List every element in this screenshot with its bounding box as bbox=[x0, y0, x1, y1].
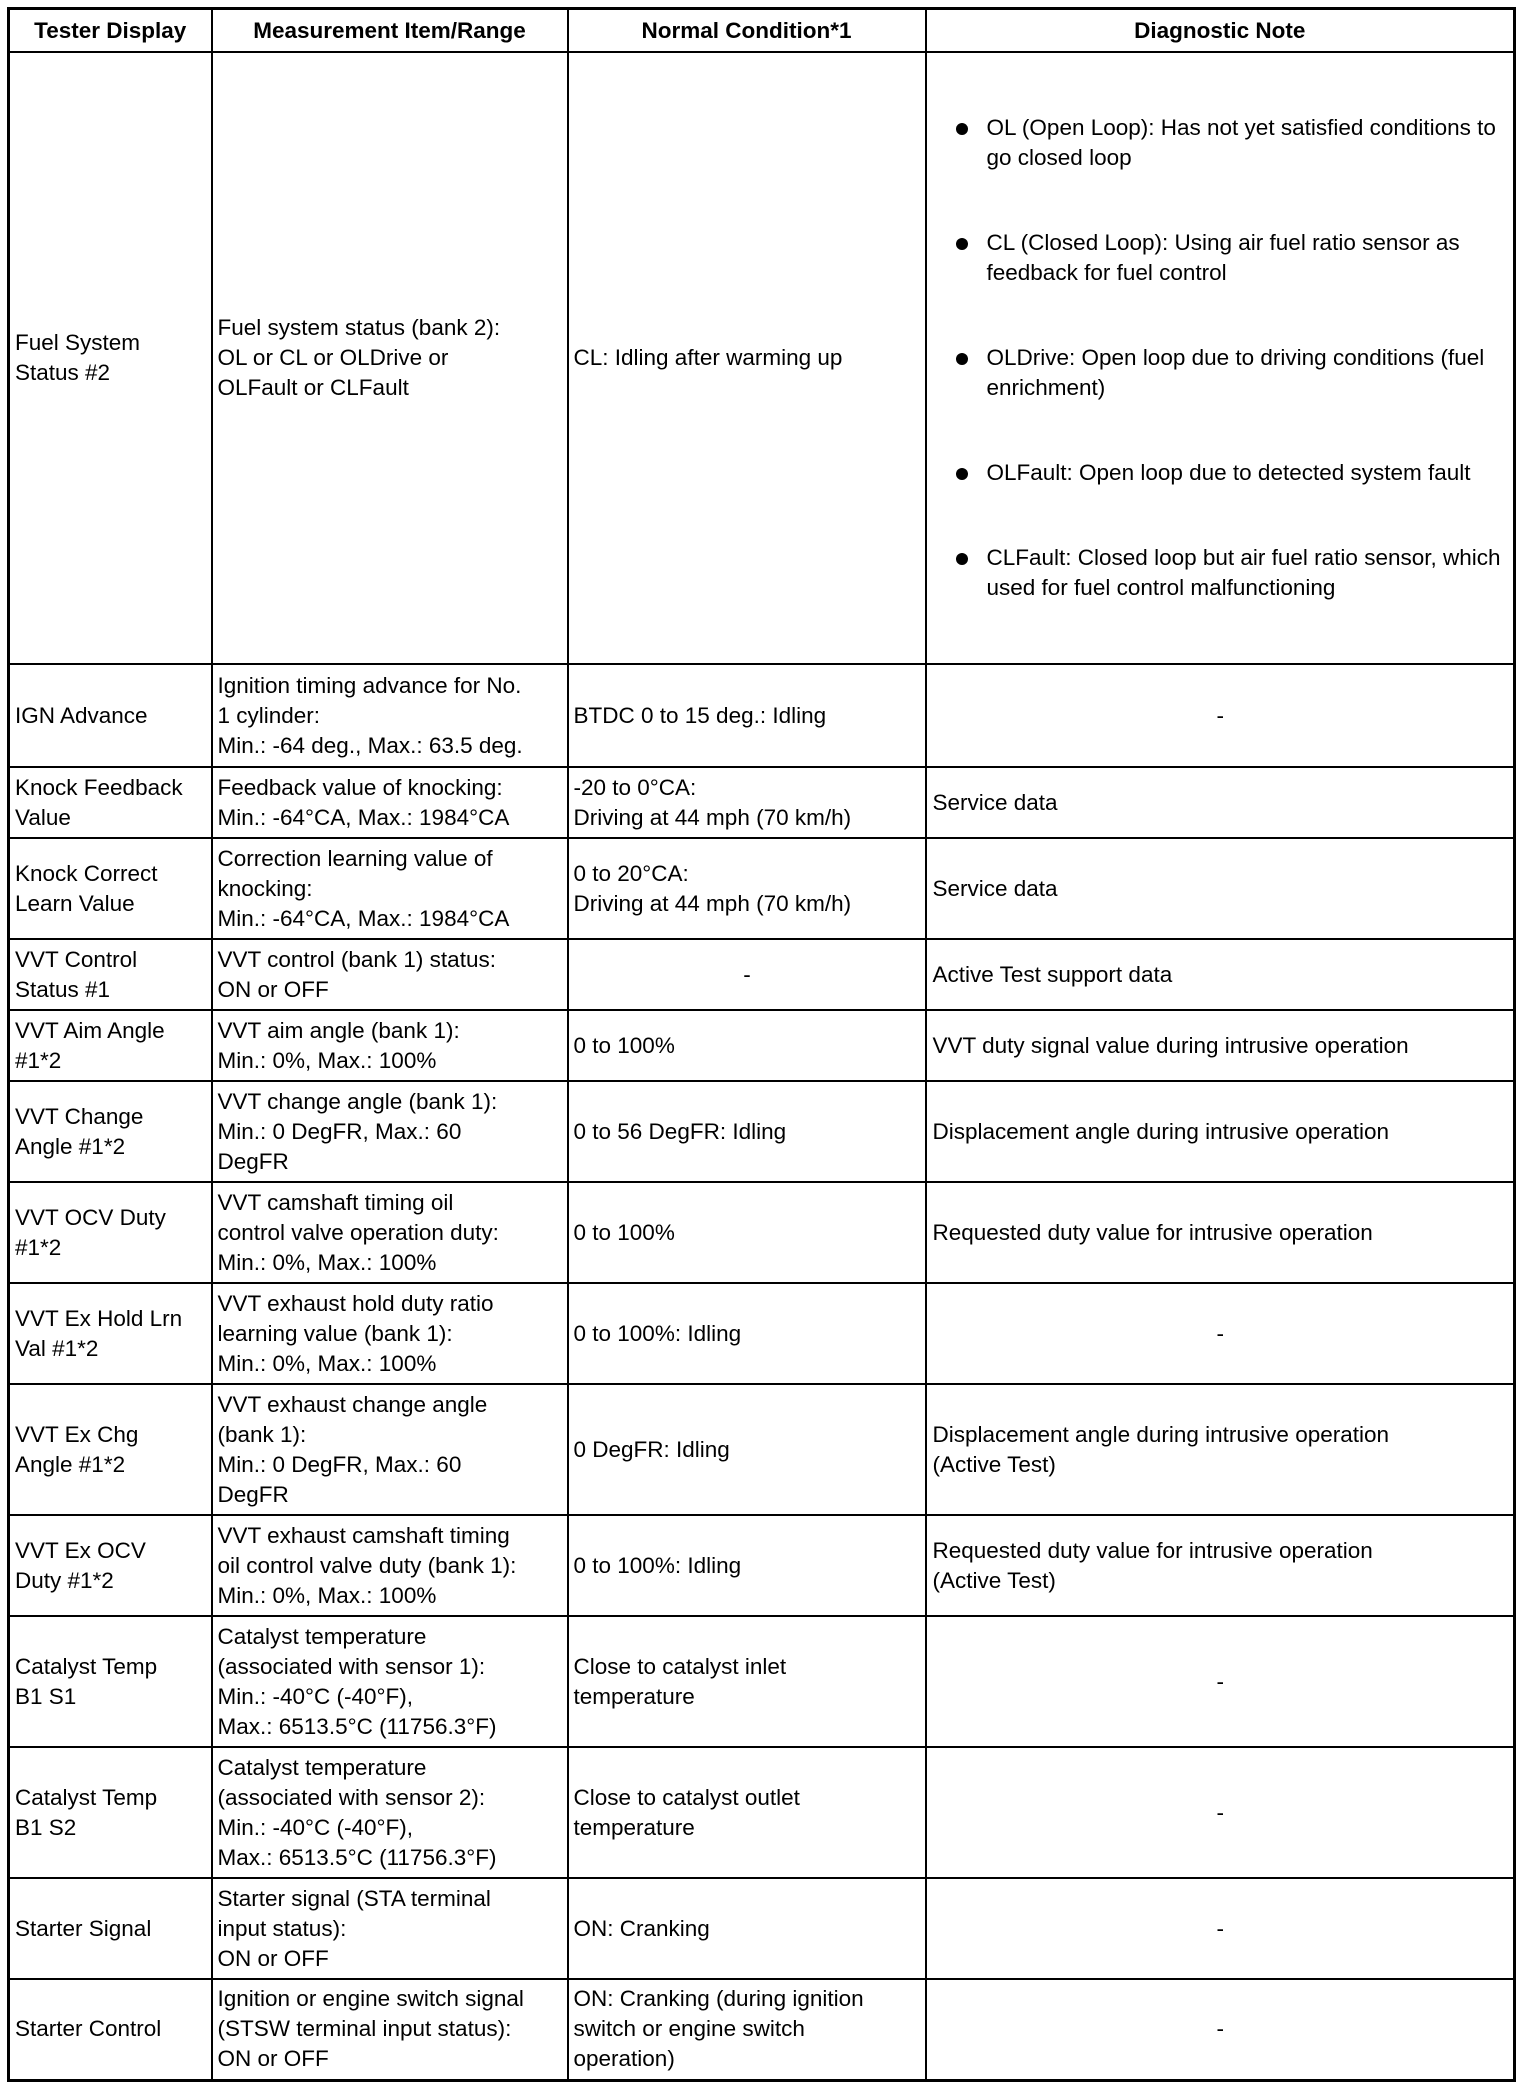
table-row bbox=[9, 52, 1515, 664]
table-row bbox=[9, 1878, 1515, 1979]
tester-display-cell: Knock Feedback Value bbox=[9, 767, 212, 838]
normal-condition-cell: 0 to 20°CA: Driving at 44 mph (70 km/h) bbox=[568, 838, 926, 939]
diagnostic-note-cell: Service data bbox=[926, 767, 1515, 838]
bullet-icon bbox=[956, 353, 968, 365]
list-item-text: OLFault: Open loop due to detected system fault bbox=[986, 460, 1471, 485]
normal-condition-cell: ON: Cranking bbox=[568, 1878, 926, 1979]
table-row bbox=[9, 1182, 1515, 1283]
diagnostic-note-cell: - bbox=[926, 1878, 1515, 1979]
measurement-cell: VVT exhaust change angle (bank 1): Min.: 0 DegFR, Max.: 60 DegFR bbox=[212, 1384, 568, 1515]
measurement-cell: VVT exhaust hold duty ratio learning value (bank 1): Min.: 0%, Max.: 100% bbox=[212, 1283, 568, 1384]
normal-condition-cell: 0 to 100% bbox=[568, 1182, 926, 1283]
normal-condition-cell: 0 DegFR: Idling bbox=[568, 1384, 926, 1515]
measurement-cell: VVT control (bank 1) status: ON or OFF bbox=[212, 939, 568, 1010]
normal-condition-cell: BTDC 0 to 15 deg.: Idling bbox=[568, 664, 926, 767]
bullet-icon bbox=[956, 238, 968, 250]
list-item-text: OLDrive: Open loop due to driving conditions (fuel enrichment) bbox=[986, 345, 1485, 400]
table-row bbox=[9, 1979, 1515, 2080]
diagnostic-note-cell: - bbox=[926, 1283, 1515, 1384]
diagnostic-note-cell: VVT duty signal value during intrusive operation bbox=[926, 1010, 1515, 1081]
diagnostic-note-cell: Active Test support data bbox=[926, 939, 1515, 1010]
list-item bbox=[933, 543, 1510, 603]
diagnostic-note-cell: Requested duty value for intrusive operation (Active Test) bbox=[926, 1515, 1515, 1616]
diagnostic-note-cell: - bbox=[926, 1616, 1515, 1747]
measurement-cell: Catalyst temperature (associated with sensor 2): Min.: -40°C (-40°F), Max.: 6513.5°C (11756.3°F) bbox=[212, 1747, 568, 1878]
normal-condition-cell: CL: Idling after warming up bbox=[568, 52, 926, 664]
normal-condition-cell: 0 to 100% bbox=[568, 1010, 926, 1081]
normal-condition-cell: Close to catalyst outlet temperature bbox=[568, 1747, 926, 1878]
diagnostic-note-cell: - bbox=[926, 664, 1515, 767]
header-diagnostic-note: Diagnostic Note bbox=[926, 9, 1515, 53]
measurement-cell: Ignition timing advance for No. 1 cylinder: Min.: -64 deg., Max.: 63.5 deg. bbox=[212, 664, 568, 767]
measurement-cell: VVT aim angle (bank 1): Min.: 0%, Max.: 100% bbox=[212, 1010, 568, 1081]
list-item bbox=[933, 228, 1510, 288]
table-row bbox=[9, 939, 1515, 1010]
table-row bbox=[9, 1747, 1515, 1878]
bullet-icon bbox=[956, 123, 968, 135]
bullet-icon bbox=[956, 468, 968, 480]
tester-display-cell: Catalyst Temp B1 S1 bbox=[9, 1616, 212, 1747]
tester-display-cell: VVT Ex Chg Angle #1*2 bbox=[9, 1384, 212, 1515]
diagnostic-note-cell: - bbox=[926, 1979, 1515, 2080]
normal-condition-cell: -20 to 0°CA: Driving at 44 mph (70 km/h) bbox=[568, 767, 926, 838]
diagnostic-note-cell: Displacement angle during intrusive operation (Active Test) bbox=[926, 1384, 1515, 1515]
measurement-cell: Fuel system status (bank 2): OL or CL or OLDrive or OLFault or CLFault bbox=[212, 52, 568, 664]
measurement-cell: Feedback value of knocking: Min.: -64°CA, Max.: 1984°CA bbox=[212, 767, 568, 838]
normal-condition-cell: ON: Cranking (during ignition switch or engine switch operation) bbox=[568, 1979, 926, 2080]
measurement-cell: Correction learning value of knocking: Min.: -64°CA, Max.: 1984°CA bbox=[212, 838, 568, 939]
table-row bbox=[9, 767, 1515, 838]
tester-display-cell: Catalyst Temp B1 S2 bbox=[9, 1747, 212, 1878]
table-row bbox=[9, 1515, 1515, 1616]
diagnostic-note-cell: Requested duty value for intrusive operation bbox=[926, 1182, 1515, 1283]
table-row bbox=[9, 1283, 1515, 1384]
normal-condition-cell: 0 to 100%: Idling bbox=[568, 1515, 926, 1616]
header-measurement-item: Measurement Item/Range bbox=[212, 9, 568, 53]
table-row bbox=[9, 1384, 1515, 1515]
table-row bbox=[9, 664, 1515, 767]
tester-display-cell: Knock Correct Learn Value bbox=[9, 838, 212, 939]
list-item bbox=[933, 458, 1510, 488]
table-row bbox=[9, 1081, 1515, 1182]
list-item bbox=[933, 113, 1510, 173]
table-row bbox=[9, 1616, 1515, 1747]
tester-display-cell: IGN Advance bbox=[9, 664, 212, 767]
bullet-icon bbox=[956, 553, 968, 565]
measurement-cell: Catalyst temperature (associated with sensor 1): Min.: -40°C (-40°F), Max.: 6513.5°C (11756.3°F) bbox=[212, 1616, 568, 1747]
tester-display-cell: Starter Control bbox=[9, 1979, 212, 2080]
diagnostic-note-cell: - bbox=[926, 1747, 1515, 1878]
normal-condition-cell: - bbox=[568, 939, 926, 1010]
table-row bbox=[9, 1010, 1515, 1081]
measurement-cell: VVT camshaft timing oil control valve operation duty: Min.: 0%, Max.: 100% bbox=[212, 1182, 568, 1283]
measurement-cell: Starter signal (STA terminal input status): ON or OFF bbox=[212, 1878, 568, 1979]
tester-display-cell: Fuel System Status #2 bbox=[9, 52, 212, 664]
measurement-cell: VVT exhaust camshaft timing oil control valve duty (bank 1): Min.: 0%, Max.: 100% bbox=[212, 1515, 568, 1616]
header-row bbox=[9, 9, 1515, 53]
diagnostic-note-cell: Service data bbox=[926, 838, 1515, 939]
normal-condition-cell: Close to catalyst inlet temperature bbox=[568, 1616, 926, 1747]
normal-condition-cell: 0 to 56 DegFR: Idling bbox=[568, 1081, 926, 1182]
normal-condition-cell: 0 to 100%: Idling bbox=[568, 1283, 926, 1384]
tester-display-cell: VVT Ex Hold Lrn Val #1*2 bbox=[9, 1283, 212, 1384]
diagnostic-note-cell: Displacement angle during intrusive operation bbox=[926, 1081, 1515, 1182]
tester-display-cell: VVT Ex OCV Duty #1*2 bbox=[9, 1515, 212, 1616]
list-item-text: CL (Closed Loop): Using air fuel ratio sensor as feedback for fuel control bbox=[986, 230, 1460, 285]
diagnostic-note-cell bbox=[926, 52, 1515, 664]
table-row bbox=[9, 838, 1515, 939]
tester-display-cell: VVT Change Angle #1*2 bbox=[9, 1081, 212, 1182]
list-item bbox=[933, 343, 1510, 403]
list-item-text: OL (Open Loop): Has not yet satisfied conditions to go closed loop bbox=[986, 115, 1496, 170]
list-item-text: CLFault: Closed loop but air fuel ratio sensor, which used for fuel control malfunctioning bbox=[986, 545, 1501, 600]
header-normal-condition: Normal Condition*1 bbox=[568, 9, 926, 53]
header-tester-display: Tester Display bbox=[9, 9, 212, 53]
tester-display-cell: Starter Signal bbox=[9, 1878, 212, 1979]
diagnostic-data-table bbox=[7, 7, 1516, 2082]
status-definition-list bbox=[933, 83, 1510, 633]
tester-display-cell: VVT OCV Duty #1*2 bbox=[9, 1182, 212, 1283]
tester-display-cell: VVT Control Status #1 bbox=[9, 939, 212, 1010]
tester-display-cell: VVT Aim Angle #1*2 bbox=[9, 1010, 212, 1081]
measurement-cell: VVT change angle (bank 1): Min.: 0 DegFR, Max.: 60 DegFR bbox=[212, 1081, 568, 1182]
measurement-cell: Ignition or engine switch signal (STSW terminal input status): ON or OFF bbox=[212, 1979, 568, 2080]
